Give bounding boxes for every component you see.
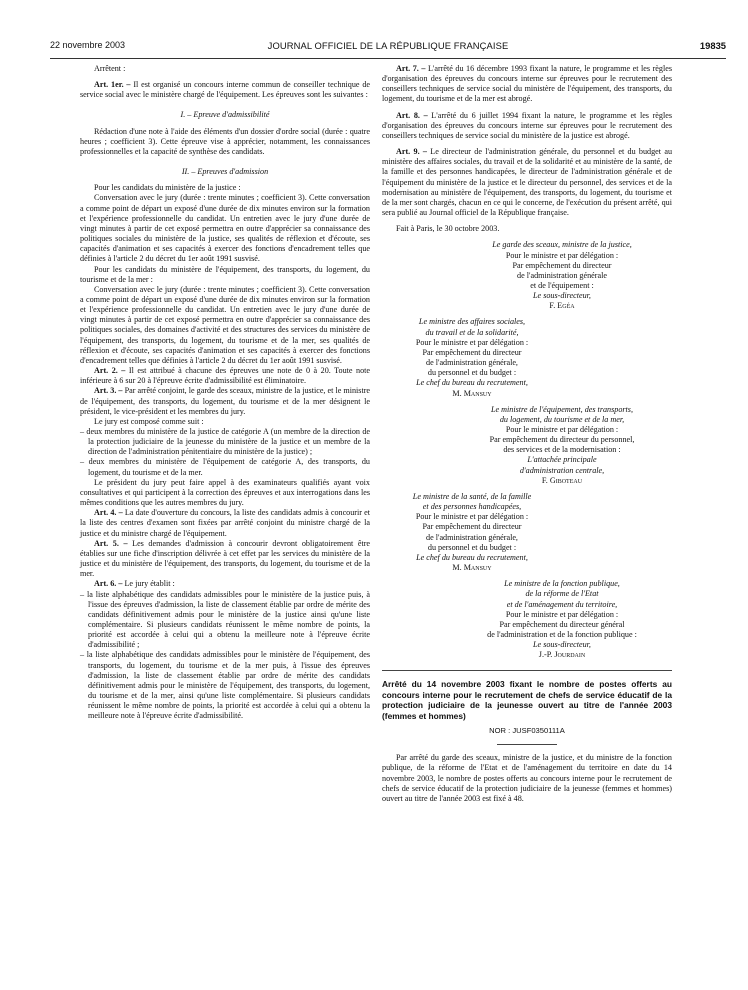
paragraph: Conversation avec le jury (durée : trente minutes ; coefficient 3). Cette conversation a comme point de départ un exposé d'une durée de dix minutes environ sur la formation et l'expérience professionnelle du candidat. Un entretien avec le jury d'une durée de vingt minutes à partir de cet exposé permettra en outre d'apprécier sa connaissance des politiques sociales du ministère de la justice, ses qualités de réflexion et d'écoute, ses capacités d'animation et ses capacités à exercer des fonctions d'encadrement telles que définies à l'article 2 du décret du 1er août 1991 susvisé. — [80, 193, 370, 264]
paragraph: Rédaction d'une note à l'aide des éléments d'un dossier d'ordre social (durée : quatre heures ; coefficient 3). Cette épreuve vise à apprécier, notamment, les connaissances professionnelles et la capacité de synthèse des candidats. — [80, 126, 370, 156]
article-number: Art. 3. – — [94, 386, 123, 396]
article-number: Art. 8. – — [396, 110, 428, 120]
article-3 — [80, 386, 370, 416]
signature-block — [382, 317, 672, 398]
signatory-title: et de l'aménagement du territoire, — [506, 599, 618, 609]
delegation-line: Par empêchement du directeur — [422, 347, 522, 357]
article-text: Il est attribué à chacune des épreuves une note de 0 à 20. Toute note inférieure à 6 sur 20 à l'épreuve écrite d'admissibilité est éliminatoire. — [80, 366, 371, 386]
signatory-title: Le garde des sceaux, ministre de la justice, — [492, 240, 632, 250]
signatory-title: Le ministre des affaires sociales, — [418, 317, 526, 327]
article-2 — [80, 366, 370, 386]
delegation-line: du personnel et du budget : — [427, 368, 517, 378]
delegation-line: Par empêchement du directeur — [512, 260, 612, 270]
signatory-name: M. Mansuy — [452, 563, 492, 573]
delegation-line: de l'administration générale, — [426, 358, 518, 368]
delegation-line: des services et de la modernisation : — [503, 445, 621, 455]
signatory-role: Le chef du bureau du recrutement, — [416, 552, 528, 562]
signatory-title: et des personnes handicapées, — [422, 502, 522, 512]
article-4 — [80, 508, 370, 538]
signatory-title: Le ministre de la fonction publique, — [504, 579, 620, 589]
article-number: Art. 9. – — [396, 147, 427, 157]
article-text: Le directeur de l'administration générale, du personnel et du budget au ministère des affaires sociales, du travail et de la solidarité et au ministère de la santé, de la famille et des personnes handicapées, le directeur de l'administration générale et de l'équipement du ministère de la justice et le directeur du personnel, des services et de la modernisation au ministère de l'équipement, des transports, du logement, du tourisme et de la mer sont chargés, chacun en ce qui le concerne, de l'exécution du présent arrêté, qui sera publié au Journal officiel de la République française. — [382, 147, 673, 218]
paragraph: Pour les candidats du ministère de la justice : — [94, 183, 241, 193]
section-divider — [382, 670, 672, 671]
signatory-role: d'administration centrale, — [519, 465, 605, 475]
list-item: – deux membres du ministère de l'équipement de catégorie A, des transports, du logement, du tourisme et de la mer. — [80, 457, 370, 477]
signatory-role: L'attachée principale — [527, 455, 597, 465]
article-number: Art. 4. – — [94, 508, 123, 518]
signatory-role: Le sous-directeur, — [533, 291, 591, 301]
delegation-line: Pour le ministre et par délégation : — [505, 425, 619, 434]
signatory-name: M. Mansuy — [452, 388, 492, 398]
delegation-line: Par empêchement du directeur — [422, 522, 522, 532]
paragraph: Conversation avec le jury (durée : trente minutes ; coefficient 3). Cette conversation a comme point de départ un exposé d'une durée de dix minutes environ sur la formation et l'expérience professionnelle du candidat. Un entretien avec le jury d'une durée de vingt minutes à partir de cet exposé permettra en outre d'apprécier sa connaissance des politiques sociales, des domaines d'activité et des structures des services du ministère de l'équipement, des transports, du logement, du tourisme et de la mer, ses qualités de réflexion et d'écoute, ses capacités d'animation et ses capacités à exercer des fonctions d'encadrement telles que définies à l'article 2 du décret du 1er août 1991 susvisé. — [80, 284, 370, 365]
article-8 — [382, 111, 672, 141]
paragraph: Le président du jury peut faire appel à des examinateurs qualifiés ayant voix consultatives et qui participent à la correction des épreuves et aux interrogations dans les mêmes conditions que les autres membres du jury. — [80, 477, 370, 508]
signatory-title: de la réforme de l'Etat — [525, 589, 599, 599]
short-divider — [497, 744, 557, 745]
page-number: 19835 — [699, 40, 726, 51]
signature-block — [382, 405, 672, 486]
article-6 — [80, 579, 370, 589]
article-7 — [382, 64, 672, 105]
arrete-title: Arrêté du 14 novembre 2003 fixant le nombre de postes offerts au concours interne pour le recrutement de chefs de service éducatif de la protection judiciaire de la jeunesse ouvert au titre de l'année 2003 (femmes et hommes) — [382, 679, 672, 721]
signatory-role: Le sous-directeur, — [533, 640, 591, 650]
delegation-line: de l'administration générale, — [426, 532, 518, 542]
article-number: Art. 2. – — [94, 366, 126, 376]
signatory-title: Le ministre de l'équipement, des transports, — [490, 404, 634, 414]
delegation-line: Pour le ministre et par délégation : — [415, 512, 529, 522]
delegation-line: Par empêchement du directeur général — [499, 619, 625, 629]
article-text: La date d'ouverture du concours, la liste des candidats admis à concourir et la liste des centres d'examen sont fixées par arrêté conjoint du ministre chargé de la justice et du ministre chargé de l'équipement. — [80, 508, 370, 538]
signature-block — [382, 240, 672, 311]
signatory-name: F. Giboteau — [541, 475, 583, 485]
signature-block — [382, 579, 672, 660]
paragraph: Par arrêté du garde des sceaux, ministre de la justice, et du ministre de la fonction publique, de la réforme de l'Etat et de l'aménagement du territoire en date du 14 novembre 2003, le nombre de postes offerts au concours interne pour le recrutement de chefs de service éducatif de la protection judiciaire de la jeunesse (femmes et hommes) ouvert au titre de l'année 2003 est fixé à 48. — [382, 753, 672, 803]
delegation-line: Par empêchement du directeur du personnel, — [489, 435, 635, 445]
list-item: – deux membres du ministère de la justice de catégorie A (un membre de la direction de la protection judiciaire de la jeunesse du ministère de la justice et un membre de la direction de l'administration pénitentiaire du ministère de la justice) ; — [80, 427, 370, 457]
article-number: Art. 7. – — [396, 64, 426, 73]
article-text: Il est organisé un concours interne commun de conseiller technique de service social avec le ministère chargé de l'équipement. Les épreuves sont les suivantes : — [80, 80, 370, 100]
signing-place-date: Fait à Paris, le 30 octobre 2003. — [396, 224, 500, 234]
delegation-line: de l'administration générale — [517, 270, 607, 280]
right-column — [382, 64, 672, 804]
article-text: Les demandes d'admission à concourir devront obligatoirement être établies sur une fiche d'inscription délivrée à cet effet par les services du ministère de la justice et du ministère de l'équipement, des transports, du logement, du tourisme et de la mer. — [80, 538, 371, 579]
signatory-title: du travail et de la solidarité, — [425, 327, 519, 337]
arretent-line: Arrêtent : — [94, 64, 126, 73]
article-number: Art. 1er. – — [94, 80, 131, 90]
article-number: Art. 5. – — [94, 538, 128, 548]
delegation-line: de l'administration et de la fonction publique : — [487, 629, 637, 639]
issue-date: 22 novembre 2003 — [50, 40, 126, 50]
article-text: L'arrêté du 6 juillet 1994 fixant la nature, le programme et les règles d'organisation des épreuves du concours interne sur épreuves pour le recrutement des conseillers techniques de service social du ministère de la justice est abrogé. — [382, 110, 673, 140]
paragraph: Pour les candidats du ministère de l'équipement, des transports, du logement, du tourisme et de la mer : — [80, 264, 370, 284]
signatory-title: Le ministre de la santé, de la famille — [412, 491, 532, 501]
article-text: Le jury établit : — [124, 579, 175, 589]
nor-reference: NOR : JUSF0350111A — [489, 726, 565, 736]
signatory-name: F. Egéa — [549, 301, 575, 311]
article-number: Art. 6. – — [94, 579, 123, 589]
list-item: – la liste alphabétique des candidats admissibles pour le ministère de la justice puis, à l'issue des épreuves d'admission, la liste de classement établie par ordre de mérite des candidats définitivement admis pour le ministère de la justice ainsi qu'une liste complémentaire. Si plusieurs candidats réunissent le même nombre de points, la priorité est accordée à celui qui a obtenu la meilleure note à l'épreuve écrite d'admissibilité ; — [80, 589, 370, 650]
article-9 — [382, 147, 672, 218]
signatory-name: J.-P. Jourdain — [538, 650, 586, 660]
delegation-line: Pour le ministre et par délégation : — [415, 337, 529, 347]
section-title: I. – Epreuve d'admissibilité — [180, 110, 270, 120]
signatory-role: Le chef du bureau du recrutement, — [416, 378, 528, 388]
header-rule — [50, 58, 726, 59]
paragraph: Le jury est composé comme suit : — [94, 416, 204, 426]
article-5 — [80, 539, 370, 580]
article-text: L'arrêté du 16 décembre 1993 fixant la nature, le programme et les règles d'organisation des épreuves du concours interne sur épreuves pour le recrutement des conseillers techniques de service social du ministère de l'équipement, des transports, du logement, du tourisme et de la mer est abrogé. — [382, 64, 672, 104]
list-item: – la liste alphabétique des candidats admissibles pour le ministère de l'équipement, des transports, du logement, du tourisme et de la mer puis, à l'issue des épreuves d'admission, la liste de classement établie par ordre de mérite des candidats définitivement admis pour le ministère de l'équipement, des transports, du logement, du tourisme et de la mer, ainsi qu'une liste complémentaire. Si plusieurs candidats réunissent le même nombre de points, la priorité est accordée à celui qui a obtenu la meilleure note à l'épreuve écrite d'admissibilité. — [80, 650, 370, 721]
running-header — [50, 40, 726, 54]
delegation-line: Pour le ministre et par délégation : — [505, 250, 619, 260]
article-text: Par arrêté conjoint, le garde des sceaux, ministre de la justice, et le ministre de l'équipement, des transports, du logement, du tourisme et de la mer désignent le président, le vice-président et les membres du jury. — [80, 386, 371, 416]
signature-block — [382, 492, 672, 573]
article-1 — [80, 80, 370, 100]
journal-title: JOURNAL OFFICIEL DE LA RÉPUBLIQUE FRANÇAISE — [267, 40, 509, 51]
delegation-line: Pour le ministre et par délégation : — [505, 609, 619, 619]
delegation-line: du personnel et du budget : — [427, 542, 517, 552]
left-column — [80, 64, 370, 722]
delegation-line: et de l'équipement : — [530, 280, 594, 290]
section-title: II. – Epreuves d'admission — [181, 167, 269, 177]
signatory-title: du logement, du tourisme et de la mer, — [499, 414, 625, 424]
